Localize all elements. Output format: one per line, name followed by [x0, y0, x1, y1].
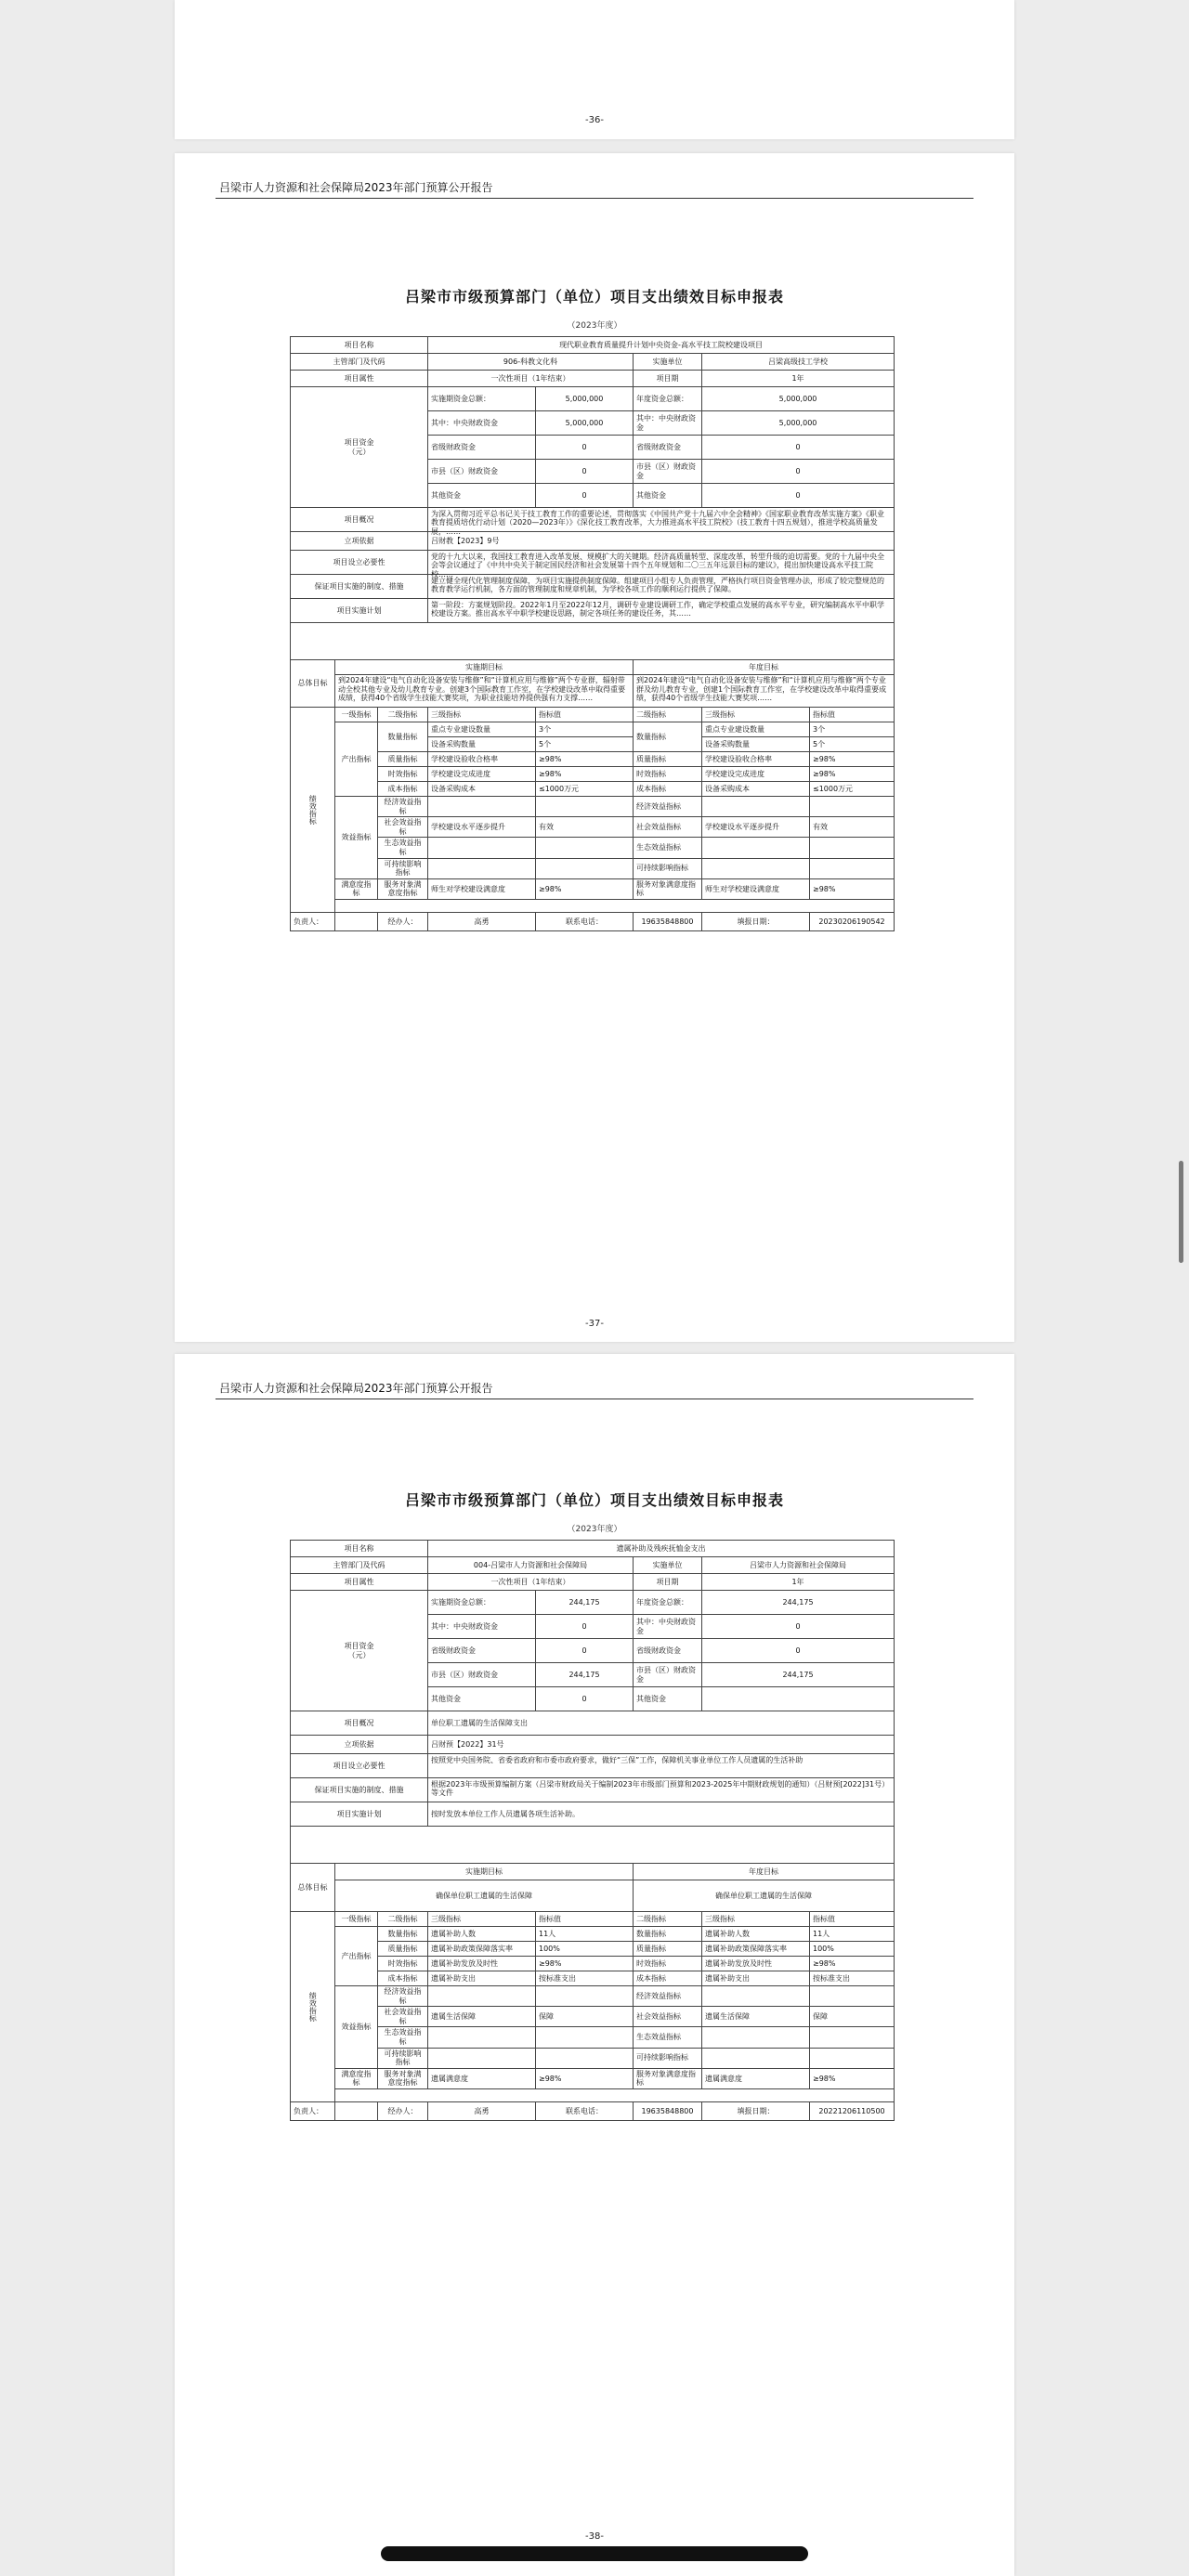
label-eco: 生态效益指标: [378, 838, 428, 858]
value-period: 1年: [702, 371, 895, 387]
indicator-value: [536, 858, 634, 878]
value-handler: 高勇: [428, 912, 536, 930]
indicator-cell: 设备采购数量: [702, 737, 810, 752]
label-lvl3: 三级指标: [428, 1912, 536, 1927]
indicator-value: ≥98%: [536, 1957, 634, 1971]
value-year-city: 0: [702, 460, 895, 484]
header-divider: [216, 198, 973, 199]
indicator-cell: 师生对学校建设满意度: [702, 878, 810, 899]
indicator-value: 保障: [810, 2007, 895, 2027]
label-quality: 质量指标: [378, 752, 428, 767]
label-lvl2-annual: 二级指标: [634, 1912, 702, 1927]
indicator-value: [536, 797, 634, 817]
label-annual: 年度目标: [634, 1864, 895, 1880]
value-central: 0: [536, 1615, 634, 1639]
label-responsible: 负责人：: [291, 2101, 335, 2120]
indicator-cell: 学校建设水平逐步提升: [428, 817, 536, 838]
indicator-value: 100%: [810, 1942, 895, 1957]
blank-row: [335, 899, 895, 912]
indicator-value: [810, 2027, 895, 2048]
blank-row: [335, 2088, 895, 2101]
indicator-value: ≥98%: [810, 2068, 895, 2088]
indicator-cell: 学校建设完成进度: [428, 767, 536, 782]
label-economic: 经济效益指标: [378, 1986, 428, 2007]
indicator-value: [536, 2048, 634, 2068]
label-basis: 立项依据: [291, 532, 428, 551]
indicator-value: ≥98%: [536, 767, 634, 782]
value-long-goal: 确保单位职工遗属的生活保障: [335, 1880, 634, 1912]
label-cost-annual: 成本指标: [634, 1971, 702, 1986]
value-necessity: 党的十九大以来，我国技工教育进入改革发展、规模扩大的关键期。经济高质量转型、深度改革，转型升级的迫切需要。党的十九届中央全会等会议通过了《中共中央关于制定国民经济和社会发展第十四个五年规划和二〇三五年远景目标的建议》，提出加快建设高水平技工院校……: [431, 552, 884, 579]
indicator-cell: [702, 797, 810, 817]
indicator-cell: 遗属补助发放及时性: [702, 1957, 810, 1971]
indicator-value: ≥98%: [536, 878, 634, 899]
value-total: 244,175: [536, 1591, 634, 1615]
label-fill-date: 填报日期：: [702, 912, 810, 930]
value-unit: 吕梁高级技工学校: [702, 354, 895, 371]
label-central: 其中：中央财政资金: [428, 1615, 536, 1639]
indicator-cell: 遗属补助支出: [428, 1971, 536, 1986]
label-year-total: 年度资金总额：: [634, 387, 702, 411]
label-year-city: 市县（区）财政资金: [634, 460, 702, 484]
label-social: 社会效益指标: [378, 2007, 428, 2027]
indicator-value: 3个: [536, 722, 634, 737]
indicator-cell: [702, 2027, 810, 2048]
value-fill-date: 20230206190542: [810, 912, 895, 930]
indicator-value: 保障: [536, 2007, 634, 2027]
label-quality-annual: 质量指标: [634, 752, 702, 767]
value-phone: 19635848800: [634, 912, 702, 930]
label-satisfaction: 满意度指标: [335, 878, 378, 899]
indicator-cell: 遗属补助支出: [702, 1971, 810, 1986]
indicator-cell: 学校建设完成进度: [702, 767, 810, 782]
label-total: 实施期资金总额：: [428, 387, 536, 411]
label-responsible: 负责人：: [291, 912, 335, 930]
value-year-city: 244,175: [702, 1663, 895, 1687]
value-year-other-funds: [702, 1687, 895, 1711]
label-quantity: 数量指标: [378, 722, 428, 752]
label-funds: 项目资金 （元）: [291, 1591, 428, 1711]
label-long-term: 实施期目标: [335, 660, 634, 675]
indicator-cell: 遗属补助政策保障落实率: [428, 1942, 536, 1957]
indicator-value: 11人: [810, 1927, 895, 1942]
label-unit: 实施单位: [634, 354, 702, 371]
indicator-cell: [702, 858, 810, 878]
value-unit: 吕梁市人力资源和社会保障局: [702, 1557, 895, 1574]
label-sustain-annual: 可持续影响指标: [634, 2048, 702, 2068]
label-timeliness: 时效指标: [378, 1957, 428, 1971]
indicator-cell: [428, 797, 536, 817]
label-handler: 经办人：: [378, 912, 428, 930]
label-service-sat-annual: 服务对象满意度指标: [634, 878, 702, 899]
indicator-cell: 重点专业建设数量: [428, 722, 536, 737]
label-sustain-annual: 可持续影响指标: [634, 858, 702, 878]
indicator-value: 有效: [536, 817, 634, 838]
label-plan: 项目实施计划: [291, 1802, 428, 1827]
label-indicators: 绩效指标: [291, 1912, 335, 2102]
label-annual: 年度目标: [634, 660, 895, 675]
document-page-36: [175, 0, 1014, 139]
label-value: 指标值: [536, 1912, 634, 1927]
value-year-total: 244,175: [702, 1591, 895, 1615]
indicator-cell: 遗属生活保障: [428, 2007, 536, 2027]
running-header: 吕梁市人力资源和社会保障局2023年部门预算公开报告: [219, 181, 493, 194]
performance-target-table: [290, 1540, 895, 2121]
value-city: 0: [536, 460, 634, 484]
label-funds: 项目资金 （元）: [291, 387, 428, 508]
document-year: （2023年度）: [567, 321, 622, 331]
label-dept: 主管部门及代码: [291, 354, 428, 371]
value-responsible: [335, 912, 378, 930]
indicator-value: [536, 2027, 634, 2048]
value-year-total: 5,000,000: [702, 387, 895, 411]
document-title: 吕梁市市级预算部门（单位）项目支出绩效目标申报表: [404, 1491, 784, 1509]
label-overview: 项目概况: [291, 1711, 428, 1736]
indicator-cell: 遗属补助政策保障落实率: [702, 1942, 810, 1957]
label-service-sat-annual: 服务对象满意度指标: [634, 2068, 702, 2088]
label-sustain: 可持续影响指标: [378, 2048, 428, 2068]
label-guarantee: 保证项目实施的制度、措施: [291, 575, 428, 599]
value-project-name: 遗属补助及残疾抚恤金支出: [428, 1541, 895, 1557]
indicator-cell: 遗属补助人数: [428, 1927, 536, 1942]
indicator-cell: 遗属满意度: [702, 2068, 810, 2088]
value-necessity: 按照党中央国务院、省委省政府和市委市政府要求，做好“三保”工作，保障机关事业单位工作人员遗属的生活补助: [431, 1755, 804, 1764]
blank-row: [291, 623, 895, 660]
indicator-cell: 学校建设验收合格率: [428, 752, 536, 767]
value-long-goal: 到2024年建设“电气自动化设备安装与维修”和“计算机应用与维修”两个专业群，辐射带动全校其他专业及幼儿教育专业。创建3个国际教育工作室，在学校建设改革中取得重要成绩，获得40个省级学生技能大赛奖项，为职业技能培养提供强有力支撑……: [338, 676, 626, 703]
indicator-cell: [428, 1986, 536, 2007]
label-necessity: 项目设立必要性: [291, 1754, 428, 1778]
label-lvl2: 二级指标: [378, 1912, 428, 1927]
label-quality-annual: 质量指标: [634, 1942, 702, 1957]
label-timeliness-annual: 时效指标: [634, 1957, 702, 1971]
label-economic-annual: 经济效益指标: [634, 1986, 702, 2007]
value-other-funds: 0: [536, 1687, 634, 1711]
value-year-other-funds: 0: [702, 484, 895, 508]
value-guarantee: 建立健全现代化管理制度保障，为项目实施提供制度保障。组建项目小组专人负责管理，严格执行项目资金管理办法，形成了较完整规范的教育教学运行机制，各方面的管理制度和规章机制，为学校各项工作的顺利运行提供了保障。: [431, 576, 884, 594]
page-number: -36-: [585, 115, 604, 125]
label-project-name: 项目名称: [291, 1541, 428, 1557]
indicator-value: [536, 838, 634, 858]
indicator-cell: 遗属补助人数: [702, 1927, 810, 1942]
label-economic-annual: 经济效益指标: [634, 797, 702, 817]
indicator-cell: 设备采购数量: [428, 737, 536, 752]
label-timeliness-annual: 时效指标: [634, 767, 702, 782]
indicator-value: 5个: [536, 737, 634, 752]
home-indicator-bar[interactable]: [381, 2546, 808, 2561]
label-benefit: 效益指标: [335, 797, 378, 879]
label-cost: 成本指标: [378, 1971, 428, 1986]
value-annual-goal: 到2024年建设“电气自动化设备安装与维修”和“计算机应用与维修”两个专业群及幼儿教育专业，创建1个国际教育工作室，在学校建设改革中取得重要成绩，获得40个省级学生技能大赛奖项……: [636, 676, 887, 703]
label-value: 指标值: [536, 708, 634, 722]
label-lvl3-annual: 三级指标: [702, 1912, 810, 1927]
value-year-central: 5,000,000: [702, 411, 895, 436]
indicator-cell: [428, 2027, 536, 2048]
label-indicators: 绩效指标: [291, 708, 335, 913]
label-year-provincial: 省级财政资金: [634, 1639, 702, 1663]
value-plan: 按时发放本单位工作人员遗属各项生活补助。: [428, 1802, 895, 1827]
label-satisfaction: 满意度指标: [335, 2068, 378, 2088]
value-provincial: 0: [536, 436, 634, 460]
label-central: 其中：中央财政资金: [428, 411, 536, 436]
value-annual-goal: 确保单位职工遗属的生活保障: [634, 1880, 895, 1912]
indicator-value: ≥98%: [810, 878, 895, 899]
indicator-cell: [428, 858, 536, 878]
label-benefit: 效益指标: [335, 1986, 378, 2069]
label-service-sat: 服务对象满意度指标: [378, 2068, 428, 2088]
indicator-cell: 重点专业建设数量: [702, 722, 810, 737]
label-basis: 立项依据: [291, 1736, 428, 1754]
value-attr: 一次性项目（1年结束）: [428, 1574, 634, 1591]
indicator-cell: 遗属补助发放及时性: [428, 1957, 536, 1971]
label-overall-goal: 总体目标: [291, 1864, 335, 1912]
indicator-value: ≥98%: [810, 767, 895, 782]
label-lvl2-annual: 二级指标: [634, 708, 702, 722]
label-total: 实施期资金总额：: [428, 1591, 536, 1615]
label-lvl3: 三级指标: [428, 708, 536, 722]
label-city: 市县（区）财政资金: [428, 1663, 536, 1687]
label-phone: 联系电话：: [536, 2101, 634, 2120]
label-value-annual: 指标值: [810, 708, 895, 722]
value-central: 5,000,000: [536, 411, 634, 436]
indicator-value: ≥98%: [810, 752, 895, 767]
indicator-cell: 师生对学校建设满意度: [428, 878, 536, 899]
value-year-provincial: 0: [702, 436, 895, 460]
indicator-value: ≥98%: [536, 2068, 634, 2088]
value-handler: 高勇: [428, 2101, 536, 2120]
indicator-value: [810, 2048, 895, 2068]
indicator-value: [810, 838, 895, 858]
label-necessity: 项目设立必要性: [291, 551, 428, 575]
indicator-value: ≥98%: [536, 752, 634, 767]
indicator-value: [810, 1986, 895, 2007]
label-long-term: 实施期目标: [335, 1864, 634, 1880]
label-overall-goal: 总体目标: [291, 660, 335, 708]
indicator-cell: [702, 2048, 810, 2068]
label-lvl1: 一级指标: [335, 708, 378, 722]
value-fill-date: 20221206110500: [810, 2101, 895, 2120]
value-responsible: [335, 2101, 378, 2120]
label-handler: 经办人：: [378, 2101, 428, 2120]
value-phone: 19635848800: [634, 2101, 702, 2120]
value-total: 5,000,000: [536, 387, 634, 411]
label-unit: 实施单位: [634, 1557, 702, 1574]
label-eco: 生态效益指标: [378, 2027, 428, 2048]
label-timeliness: 时效指标: [378, 767, 428, 782]
value-provincial: 0: [536, 1639, 634, 1663]
label-year-city: 市县（区）财政资金: [634, 1663, 702, 1687]
label-economic: 经济效益指标: [378, 797, 428, 817]
page-number: -37-: [585, 1319, 604, 1329]
indicator-value: 100%: [536, 1942, 634, 1957]
label-value-annual: 指标值: [810, 1912, 895, 1927]
label-attr: 项目属性: [291, 371, 428, 387]
page-number: -38-: [585, 2531, 604, 2542]
indicator-cell: 学校建设水平逐步提升: [702, 817, 810, 838]
label-lvl1: 一级指标: [335, 1912, 378, 1927]
document-page-38: [175, 1354, 1014, 2576]
indicator-cell: 遗属满意度: [428, 2068, 536, 2088]
running-header: 吕梁市人力资源和社会保障局2023年部门预算公开报告: [219, 1382, 493, 1395]
indicator-value: ≤1000万元: [536, 782, 634, 797]
label-year-total: 年度资金总额：: [634, 1591, 702, 1615]
label-social-annual: 社会效益指标: [634, 817, 702, 838]
document-year: （2023年度）: [567, 1525, 622, 1534]
value-overview: 单位职工遗属的生活保障支出: [428, 1711, 895, 1736]
indicator-value: [536, 1986, 634, 2007]
indicator-value: 按标准支出: [536, 1971, 634, 1986]
label-provincial: 省级财政资金: [428, 436, 536, 460]
label-year-other-funds: 其他资金: [634, 1687, 702, 1711]
blank-row: [291, 1827, 895, 1864]
value-plan: 第一阶段：方案规划阶段。2022年1月至2022年12月，调研专业建设调研工作，确定学校重点发展的高水平专业，研究编制高水平中职学校建设方案。推出高水平中职学校建设思路，制定各项任务的建设任务，其……: [431, 600, 884, 618]
value-project-name: 现代职业教育质量提升计划中央资金-高水平技工院校建设项目: [428, 337, 895, 354]
value-basis: 吕财预【2022】31号: [428, 1736, 895, 1754]
label-eco-annual: 生态效益指标: [634, 2027, 702, 2048]
label-provincial: 省级财政资金: [428, 1639, 536, 1663]
document-page-37: [175, 153, 1014, 1342]
indicator-value: 11人: [536, 1927, 634, 1942]
document-title: 吕梁市市级预算部门（单位）项目支出绩效目标申报表: [404, 288, 784, 306]
indicator-cell: 学校建设验收合格率: [702, 752, 810, 767]
label-social: 社会效益指标: [378, 817, 428, 838]
indicator-cell: [702, 838, 810, 858]
indicator-cell: 设备采购成本: [428, 782, 536, 797]
label-year-other-funds: 其他资金: [634, 484, 702, 508]
indicator-cell: 设备采购成本: [702, 782, 810, 797]
label-output: 产出指标: [335, 722, 378, 797]
value-year-provincial: 0: [702, 1639, 895, 1663]
value-guarantee: 根据2023年市级预算编制方案（吕梁市财政局关于编制2023年市级部门预算和2023-2025年中期财政规划的通知）（吕财预[2022]31号）等文件: [431, 1779, 890, 1798]
label-quality: 质量指标: [378, 1942, 428, 1957]
indicator-value: ≤1000万元: [810, 782, 895, 797]
label-attr: 项目属性: [291, 1574, 428, 1591]
label-service-sat: 服务对象满意度指标: [378, 878, 428, 899]
label-phone: 联系电话：: [536, 912, 634, 930]
label-social-annual: 社会效益指标: [634, 2007, 702, 2027]
indicator-value: ≥98%: [810, 1957, 895, 1971]
value-basis: 吕财教【2023】9号: [428, 532, 895, 551]
scrollbar-thumb[interactable]: [1179, 1161, 1183, 1263]
label-quantity: 数量指标: [378, 1927, 428, 1942]
label-city: 市县（区）财政资金: [428, 460, 536, 484]
performance-target-table: [290, 336, 895, 931]
value-dept: 906-科教文化科: [428, 354, 634, 371]
label-year-central: 其中：中央财政资金: [634, 411, 702, 436]
indicator-cell: 遗属生活保障: [702, 2007, 810, 2027]
label-quantity-annual: 数量指标: [634, 722, 702, 752]
indicator-value: 按标准支出: [810, 1971, 895, 1986]
label-plan: 项目实施计划: [291, 599, 428, 623]
label-eco-annual: 生态效益指标: [634, 838, 702, 858]
label-other-funds: 其他资金: [428, 484, 536, 508]
indicator-value: 5个: [810, 737, 895, 752]
label-other-funds: 其他资金: [428, 1687, 536, 1711]
value-overview: 为深入贯彻习近平总书记关于技工教育工作的重要论述，贯彻落实《中国共产党十九届六中全会精神》《国家职业教育改革实施方案》《职业教育提质培优行动计划（2020—2023年）》《深化技工教育改革，大力推进高水平技工院校》（技工教育十四五规划），推进学校高质量发展，……: [431, 509, 884, 536]
value-year-central: 0: [702, 1615, 895, 1639]
label-cost: 成本指标: [378, 782, 428, 797]
label-guarantee: 保证项目实施的制度、措施: [291, 1778, 428, 1802]
indicator-cell: [702, 1986, 810, 2007]
label-lvl2: 二级指标: [378, 708, 428, 722]
value-attr: 一次性项目（1年结束）: [428, 371, 634, 387]
indicator-value: 3个: [810, 722, 895, 737]
value-other-funds: 0: [536, 484, 634, 508]
label-project-name: 项目名称: [291, 337, 428, 354]
value-dept: 004-吕梁市人力资源和社会保障局: [428, 1557, 634, 1574]
label-dept: 主管部门及代码: [291, 1557, 428, 1574]
label-overview: 项目概况: [291, 508, 428, 532]
label-output: 产出指标: [335, 1927, 378, 1986]
label-year-provincial: 省级财政资金: [634, 436, 702, 460]
label-fill-date: 填报日期：: [702, 2101, 810, 2120]
label-period: 项目期: [634, 371, 702, 387]
label-sustain: 可持续影响指标: [378, 858, 428, 878]
indicator-value: [810, 797, 895, 817]
label-quantity-annual: 数量指标: [634, 1927, 702, 1942]
label-lvl3-annual: 三级指标: [702, 708, 810, 722]
label-period: 项目期: [634, 1574, 702, 1591]
indicator-value: 有效: [810, 817, 895, 838]
label-year-central: 其中：中央财政资金: [634, 1615, 702, 1639]
label-cost-annual: 成本指标: [634, 782, 702, 797]
indicator-cell: [428, 838, 536, 858]
value-city: 244,175: [536, 1663, 634, 1687]
indicator-value: [810, 858, 895, 878]
value-period: 1年: [702, 1574, 895, 1591]
indicator-cell: [428, 2048, 536, 2068]
